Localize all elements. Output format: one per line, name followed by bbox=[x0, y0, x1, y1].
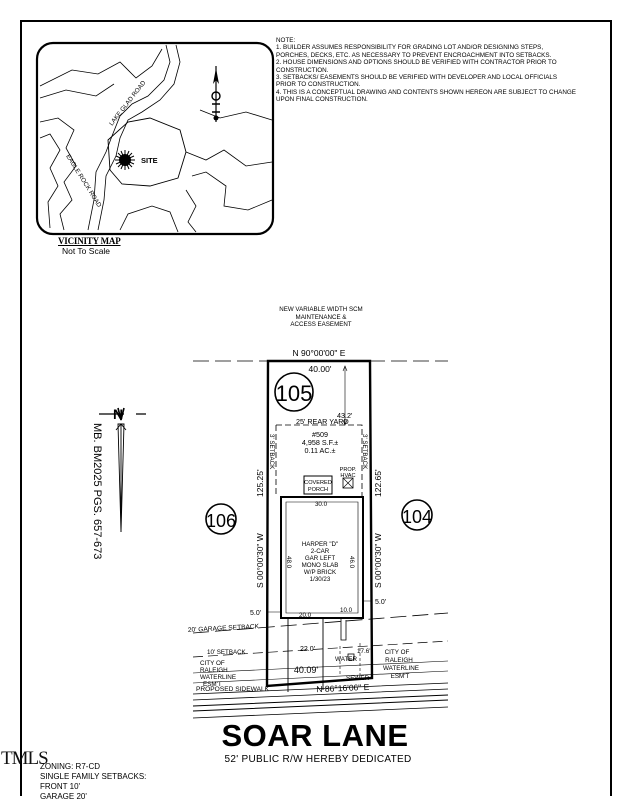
front-offset: 10.0 bbox=[340, 607, 353, 614]
porch-label-2: PORCH bbox=[307, 487, 329, 493]
right-offset: 5.0' bbox=[375, 599, 387, 606]
left-offset: 5.0' bbox=[250, 610, 262, 617]
notes-block bbox=[276, 37, 576, 104]
waterline-left-3: WATERLINE bbox=[200, 674, 237, 681]
sidewalk-label: PROPOSED SIDEWALK bbox=[196, 686, 270, 693]
side-setback-right: 3' SETBACK bbox=[361, 434, 368, 470]
site-marker-icon bbox=[115, 150, 135, 170]
garage-setback-label: 20' GARAGE SETBACK bbox=[187, 623, 260, 634]
front-setback-label: 10' SETBACK bbox=[207, 649, 246, 656]
easement-note-line-1: NEW VARIABLE WIDTH SCM bbox=[279, 306, 363, 313]
rear-bearing: N 90°00'00" E bbox=[292, 348, 346, 358]
notes-heading: NOTE: bbox=[276, 37, 296, 44]
right-length: 122.65' bbox=[373, 469, 383, 497]
hvac-label-1: PROP. bbox=[339, 467, 357, 473]
zoning-block bbox=[40, 762, 146, 802]
vicinity-map-title: VICINITY MAP bbox=[58, 236, 121, 246]
zoning-line-3: FRONT 10' bbox=[40, 782, 81, 791]
house-plan-line-3: GAR LEFT bbox=[304, 555, 336, 562]
lot-address: #509 bbox=[312, 430, 328, 439]
watermark-logo: TMLS bbox=[1, 748, 48, 769]
house-depth-left: 48.0 bbox=[285, 556, 292, 569]
garage-width: 20.0 bbox=[299, 612, 312, 619]
house-plan-line-5: W/P BRICK bbox=[303, 569, 337, 576]
left-length: 125.25' bbox=[255, 469, 265, 497]
water-label: WATER bbox=[335, 656, 358, 663]
side-setback-left: 3' SETBACK bbox=[268, 434, 275, 470]
utility-stub bbox=[341, 618, 346, 640]
street-subtitle: 52' PUBLIC R/W HEREBY DEDICATED bbox=[224, 754, 412, 765]
easement-note-line-3: ACCESS EASEMENT bbox=[290, 321, 352, 329]
driveway bbox=[288, 618, 323, 692]
note-item-4: 4. THIS IS A CONCEPTUAL DRAWING AND CONTENTS SHOWN HEREON ARE SUBJECT TO CHANGE UPON FINAL CONSTRUCTION. bbox=[276, 88, 576, 104]
rear-depth: 43.2' bbox=[337, 411, 353, 420]
neighbor-lot-right: 104 bbox=[401, 507, 433, 527]
easement-note bbox=[262, 306, 380, 329]
lot-area-sf: 4,958 S.F.± bbox=[301, 438, 339, 447]
rear-yard-label: 25' REAR YARD bbox=[296, 417, 349, 426]
waterline-left-2: RALEIGH bbox=[200, 667, 228, 674]
street-name: SOAR LANE bbox=[221, 718, 409, 753]
hvac-label-2: HVAC bbox=[340, 473, 356, 479]
zoning-line-2: SINGLE FAMILY SETBACKS: bbox=[40, 772, 147, 781]
waterline-right-4: ESM'T bbox=[390, 673, 410, 680]
house-plan-line-4: MONO SLAB bbox=[301, 562, 339, 569]
note-item-3: 3. SETBACKS/ EASEMENTS SHOULD BE VERIFIED WITH DEVELOPER AND LOCAL OFFICIALS PRIOR TO CONSTRUCTION. bbox=[276, 74, 558, 89]
zoning-line-4: GARAGE 20' bbox=[40, 792, 87, 801]
lot-area-ac: 0.11 AC.± bbox=[304, 446, 336, 455]
note-item-2: 2. HOUSE DIMENSIONS AND OPTIONS SHOULD BE VERIFIED WITH CONTRACTOR PRIOR TO CONSTRUCTION. bbox=[276, 59, 557, 74]
house-plan-line-6: 1/30/23 bbox=[309, 576, 331, 583]
waterline-left-1: CITY OF bbox=[200, 660, 225, 667]
front-bearing: N 86°16'06" E bbox=[316, 681, 370, 695]
right-bearing: S 00°00'30" W bbox=[373, 533, 383, 588]
road-label-eagle-rock: EAGLE ROCK ROAD bbox=[64, 153, 103, 209]
house-width: 30.0 bbox=[314, 501, 328, 508]
driveway-width: 22.0' bbox=[300, 646, 315, 653]
plat-reference: MB. BM2025 PGS. 657-673 bbox=[91, 423, 103, 560]
lot-number: 105 bbox=[275, 381, 313, 406]
vicinity-map bbox=[37, 43, 273, 234]
waterline-left-4: ESM'T bbox=[203, 681, 222, 688]
note-item-1: 1. BUILDER ASSUMES RESPONSIBILITY FOR GRADING LOT AND/OR DESIGNING STEPS, PORCHES, DECKS, ETC. AS NECESSARY TO PREVENT ENCROACHMENT INTO SETBACKS. bbox=[276, 44, 552, 59]
zoning-line-1: ZONING: R7-CD bbox=[40, 762, 100, 771]
waterline-right-1: CITY OF bbox=[384, 649, 410, 656]
waterline-right-2: RALEIGH bbox=[385, 657, 413, 664]
house-depth-right: 46.0 bbox=[348, 556, 355, 569]
north-label: N bbox=[113, 406, 124, 422]
porch-label-1: COVERED bbox=[304, 480, 332, 486]
front-width: 40.09' bbox=[293, 665, 319, 675]
house-plan-line-2: 2-CAR bbox=[310, 548, 330, 555]
road-label-lake-glad: LAKE GLAD ROAD bbox=[108, 79, 148, 128]
road-edge bbox=[193, 707, 448, 718]
sewer-label: SEWER bbox=[346, 675, 370, 682]
waterline-right-3: WATERLINE bbox=[382, 665, 420, 672]
neighbor-lot-left: 106 bbox=[205, 511, 237, 531]
north-arrow bbox=[99, 406, 146, 532]
house-plan-line-1: HARPER "D" bbox=[301, 541, 339, 548]
rear-width: 40.00' bbox=[308, 364, 332, 374]
water-offset: 17.6' bbox=[357, 648, 371, 655]
easement-note-line-2: MAINTENANCE & bbox=[295, 313, 347, 321]
vicinity-map-subtitle: Not To Scale bbox=[62, 246, 111, 256]
left-bearing: S 00°00'30" W bbox=[255, 533, 265, 588]
site-label: SITE bbox=[141, 156, 158, 165]
